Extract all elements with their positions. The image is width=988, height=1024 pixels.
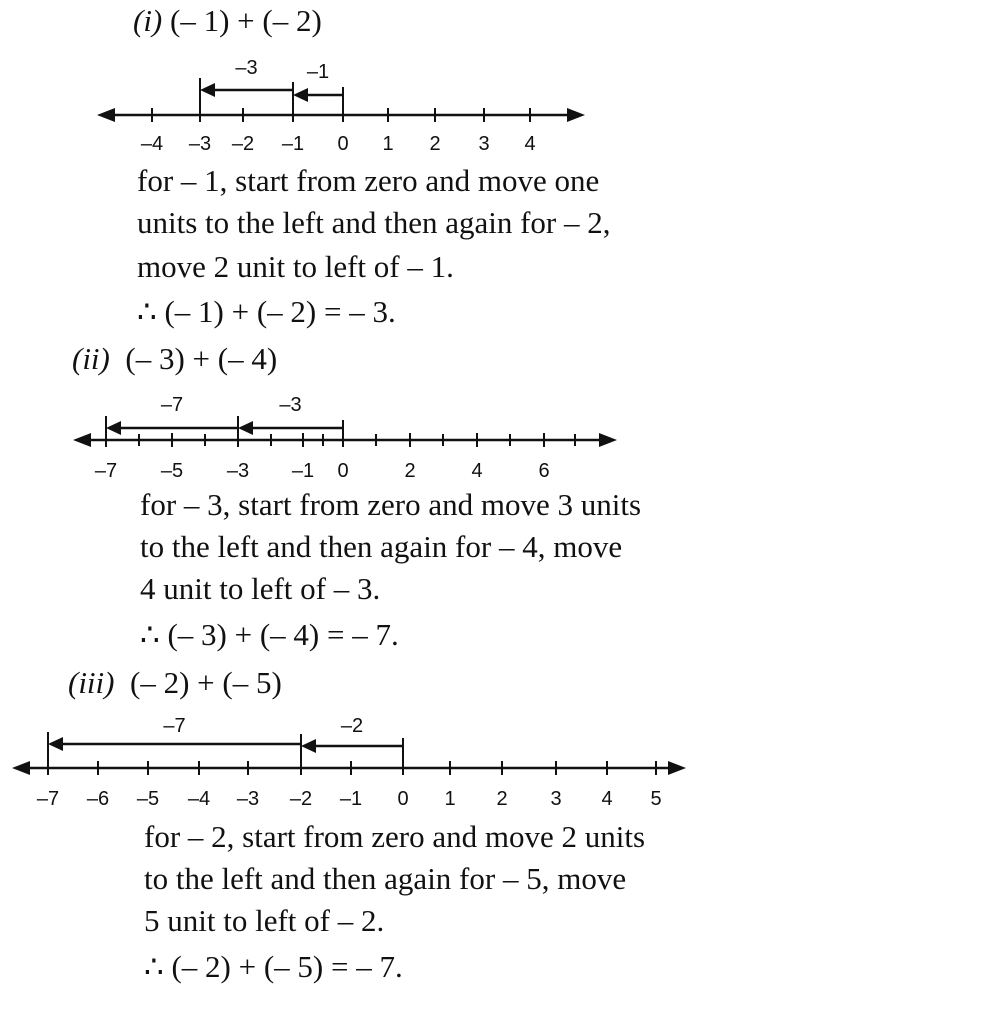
- part-i-conclusion: ∴ (– 1) + (– 2) = – 3.: [137, 294, 396, 329]
- tick-label: 2: [496, 788, 508, 810]
- tick-label: –4: [140, 133, 164, 155]
- tick-label: –1: [281, 133, 305, 155]
- part-ii-expression: (– 3) + (– 4): [125, 341, 278, 376]
- tick-label: 4: [601, 788, 613, 810]
- part-i-header: [133, 4, 322, 38]
- part-iii-conclusion: ∴ (– 2) + (– 5) = – 7.: [144, 949, 403, 984]
- tick-label: –3: [236, 788, 260, 810]
- tick-label: 1: [444, 788, 456, 810]
- tick-label: 4: [471, 460, 483, 482]
- part-ii-conclusion: ∴ (– 3) + (– 4) = – 7.: [140, 617, 399, 652]
- tick-label: 5: [650, 788, 662, 810]
- jump-arrowhead: [293, 88, 308, 102]
- tick-label: 0: [337, 133, 349, 155]
- jump-label: –1: [306, 61, 330, 83]
- jump-arrowhead: [106, 421, 121, 435]
- tick-label: 4: [524, 133, 536, 155]
- part-iii-line-1: for – 2, start from zero and move 2 units: [144, 819, 646, 854]
- axis-right-arrowhead: [567, 108, 585, 122]
- tick-label: –5: [160, 460, 184, 482]
- tick-label: 0: [397, 788, 409, 810]
- tick-label: –2: [231, 133, 255, 155]
- jump-label: –2: [340, 715, 364, 737]
- number-line-i: [0, 50, 988, 160]
- jump-arrowhead: [301, 739, 316, 753]
- tick-label: –2: [289, 788, 313, 810]
- jump-label: –7: [160, 394, 184, 416]
- part-iii-line-2: to the left and then again for – 5, move: [144, 861, 627, 896]
- tick-label: 3: [550, 788, 562, 810]
- part-ii-line-3: 4 unit to left of – 3.: [140, 571, 381, 606]
- tick-label: –3: [188, 133, 212, 155]
- jump-arrowhead: [200, 83, 215, 97]
- jump-label: –7: [163, 715, 186, 737]
- part-ii-header: [72, 342, 277, 376]
- tick-label: –6: [86, 788, 110, 810]
- axis-right-arrowhead: [668, 761, 686, 775]
- part-i-label: (i): [133, 3, 163, 38]
- part-ii-line-1: for – 3, start from zero and move 3 units: [140, 487, 642, 522]
- number-line-ii: [0, 385, 988, 485]
- jump-label: –3: [235, 57, 258, 79]
- number-line-iii: [0, 710, 988, 820]
- tick-label: –5: [136, 788, 160, 810]
- tick-label: 0: [337, 460, 349, 482]
- part-i-line-3: move 2 unit to left of – 1.: [137, 249, 454, 284]
- tick-label: 2: [404, 460, 416, 482]
- tick-label: 2: [429, 133, 441, 155]
- tick-label: 3: [478, 133, 490, 155]
- tick-label: –3: [226, 460, 250, 482]
- tick-label: –4: [187, 788, 211, 810]
- tick-label: 1: [382, 133, 394, 155]
- axis-left-arrowhead: [12, 761, 30, 775]
- part-iii-header: [68, 666, 282, 700]
- tick-label: –7: [94, 460, 118, 482]
- part-ii-line-2: to the left and then again for – 4, move: [140, 529, 623, 564]
- part-i-line-2: units to the left and then again for – 2,: [137, 205, 611, 240]
- axis-right-arrowhead: [599, 433, 617, 447]
- tick-label: –7: [36, 788, 60, 810]
- axis-left-arrowhead: [97, 108, 115, 122]
- part-iii-line-3: 5 unit to left of – 2.: [144, 903, 385, 938]
- jump-arrowhead: [48, 737, 63, 751]
- tick-label: –1: [291, 460, 315, 482]
- tick-label: –1: [339, 788, 363, 810]
- part-i-expression: (– 1) + (– 2): [170, 3, 322, 38]
- part-iii-label: (iii): [68, 665, 115, 700]
- part-ii-label: (ii): [72, 341, 110, 376]
- jump-label: –3: [279, 394, 302, 416]
- jump-arrowhead: [238, 421, 253, 435]
- axis-left-arrowhead: [73, 433, 91, 447]
- part-iii-expression: (– 2) + (– 5): [130, 665, 282, 700]
- part-i-line-1: for – 1, start from zero and move one: [137, 163, 600, 198]
- tick-label: 6: [538, 460, 550, 482]
